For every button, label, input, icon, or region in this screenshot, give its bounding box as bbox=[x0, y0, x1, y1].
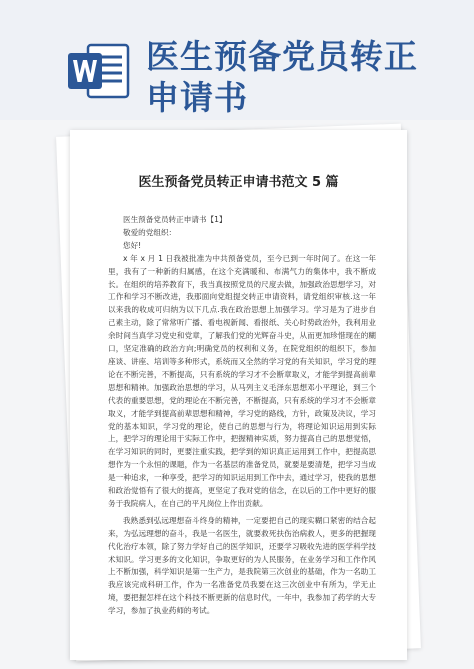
paragraph-1: x 年 x 月 1 日我被批准为中共预备党员，至今已到一年时间了。在这一年里，我有了一种新的归属感，在这个充满暖和、布满气力的集体中，我不断成长。在组织的培养教育下，我当真按照党员的尺度去做，加强政治思想学习，对工作和学习不断改进，我那面向党组提交转正申请资料，请党组织审核.这一年以来我的收成可归纳为以下几点.我在政治思想上加强学习。学习是为了进步自己素主动，除了常常听广播、看电视新闻、看报纸、关心时势政治外，我利用业余时间当真学习党史和党章，了解我们党的光辉奋斗史，从而更加珍惜现在的糊口，坚定准确的政治方向;明确党员的权利和义务，在院党组织的组织下，参加座谈、讲座、培训等多种形式，系统而又全然的学习党的有关知识，学习党的理论在不断完善，不断提高，只有系统的学习才不会断章取义，才能学到提高前辈思想和精神。加强政治思想的学习，从马列主义毛泽东思想邓小平理论，到三个代表的重要思想，党的理论在不断完善，不断提高，只有系统的学习才不会断章取义，才能学到提高前辈思想和精神，学习党的路线，方针，政策及决议，学习党的基本知识，学习党的理论，使自己的思想与行为，将理论知识运用到实际上，把学习的理论用于实际工作中，把握精神实质，努力提高自己的思想觉悟，在学习知识的同时，更要注重实践，把学到的知识真正运用到工作中，把提高思想作为一个永恒的课题，作为一名基层的准备党员，就要是要清楚，把学习当成是一种追求，一种享受，把学习的知识运用到工作中去，通过学习，使我的思想和政治觉悟有了很大的提高，更坚定了我对党的信念，在以后的工作中更好的服务于我院病人，在自己的平凡岗位上作出贡献。 bbox=[108, 253, 376, 508]
document-subtitle: 医生预备党员转正申请书【1】 bbox=[123, 215, 227, 224]
document-page bbox=[70, 130, 407, 660]
document-title: 医生预备党员转正申请书范文 5 篇 bbox=[138, 175, 339, 190]
banner-title: 医生预备党员转正申请书 bbox=[146, 37, 418, 117]
header-banner bbox=[0, 0, 474, 120]
greeting: 您好! bbox=[123, 240, 142, 250]
paragraph-2: 我熟悉到弘远理想奋斗终身的精神，一定要把自己的现实糊口紧密的结合起来，为弘远理想的奋斗，我是一名医生，就要救死扶伤治病救人，更多的把握现代化治疗本领，除了努力学好自己的医学知识，还要学习吸收先进的医学科学技术知识。学习更多的文化知识，争取更好的为人民服务，在业务学习和工作作风上不断加强，科学知识是第一生产力，是我院第三次创业的基础，作为一名助工我应该完成科研工作，作为一名准备党员我要在这三次创业中有所为，学无止境，要把握怎样在这个科技不断更新的信息时代，一年中，我参加了药学的大专学习，参加了执业药师的考试。 bbox=[108, 515, 376, 616]
salutation: 敬爱的党组织： bbox=[123, 227, 177, 237]
word-icon bbox=[66, 37, 132, 103]
document-body bbox=[108, 214, 376, 618]
